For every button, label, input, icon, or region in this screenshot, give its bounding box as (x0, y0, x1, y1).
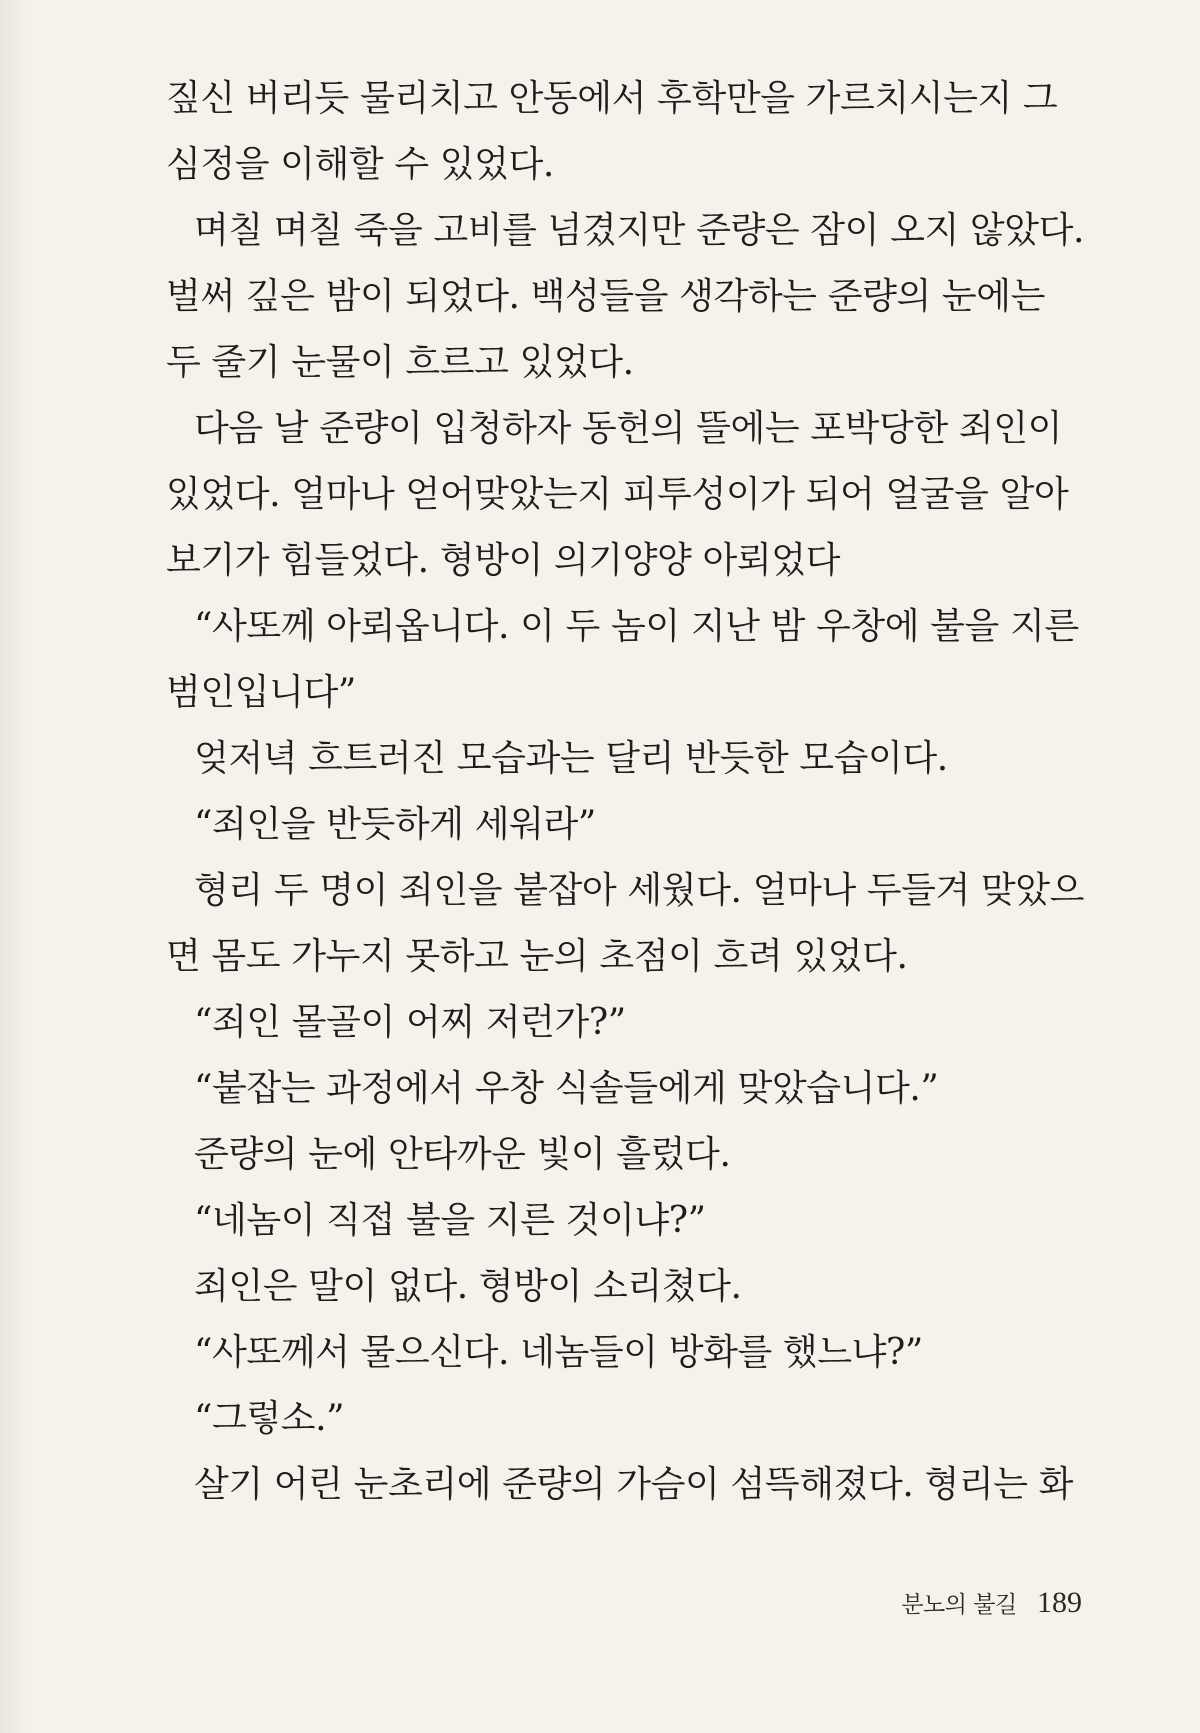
text-line: 엊저녁 흐트러진 모습과는 달리 반듯한 모습이다. (194, 738, 948, 779)
text-line: “사또께서 물으신다. 네놈들이 방화를 했느냐?” (194, 1332, 923, 1373)
text-line: 며칠 며칠 죽을 고비를 넘겼지만 준량은 잠이 오지 않았다. (194, 210, 1085, 251)
page-number: 189 (1037, 1586, 1082, 1619)
text-line: 보기가 힘들었다. 형방이 의기양양 아뢰었다 (166, 540, 840, 581)
text-line: “사또께 아뢰옵니다. 이 두 놈이 지난 밤 우창에 불을 지른 (194, 606, 1079, 647)
text-line: “죄인을 반듯하게 세워라” (194, 804, 596, 845)
text-line: 두 줄기 눈물이 흐르고 있었다. (166, 342, 634, 383)
text-line: 형리 두 명이 죄인을 붙잡아 세웠다. 얼마나 두들겨 맞았으 (194, 870, 1085, 911)
text-line: 준량의 눈에 안타까운 빛이 흘렀다. (194, 1134, 731, 1175)
page-footer (901, 1586, 1082, 1622)
text-line: 범인입니다” (166, 672, 356, 713)
text-line: 면 몸도 가누지 못하고 눈의 초점이 흐려 있었다. (166, 936, 908, 977)
text-line: “그렇소.” (194, 1398, 345, 1439)
text-line: “붙잡는 과정에서 우창 식솔들에게 맞았습니다.” (194, 1068, 939, 1109)
text-line: 짚신 버리듯 물리치고 안동에서 후학만을 가르치시는지 그 (166, 78, 1058, 119)
text-line: 있었다. 얼마나 얻어맞았는지 피투성이가 되어 얼굴을 알아 (166, 474, 1069, 515)
running-title: 분노의 불길 (901, 1592, 1017, 1618)
text-line: 벌써 깊은 밤이 되었다. 백성들을 생각하는 준량의 눈에는 (166, 276, 1045, 317)
text-line: 죄인은 말이 없다. 형방이 소리쳤다. (194, 1266, 742, 1307)
text-line: “네놈이 직접 불을 지른 것이냐?” (194, 1200, 706, 1241)
text-line: 다음 날 준량이 입청하자 동헌의 뜰에는 포박당한 죄인이 (194, 408, 1062, 449)
text-line: “죄인 몰골이 어찌 저런가?” (194, 1002, 626, 1043)
text-line: 살기 어린 눈초리에 준량의 가슴이 섬뜩해졌다. 형리는 화 (194, 1464, 1073, 1505)
text-line: 심정을 이해할 수 있었다. (166, 144, 554, 185)
